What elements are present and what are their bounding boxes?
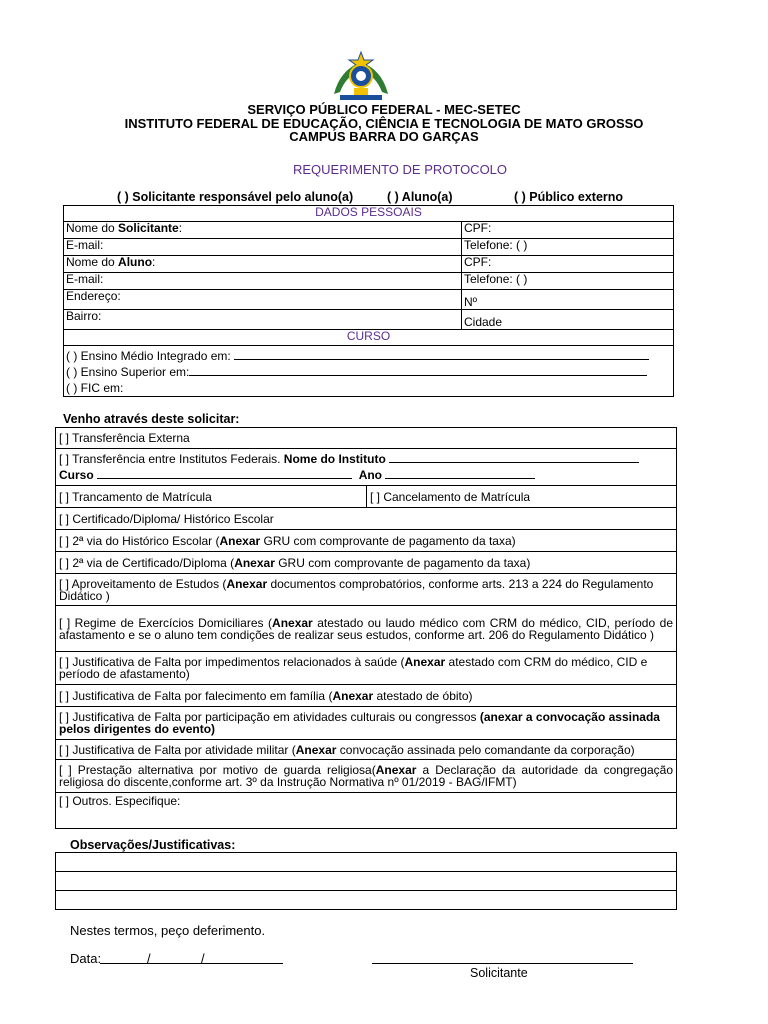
option-publico-externo[interactable]: ( ) Público externo xyxy=(514,190,624,204)
endereco-field[interactable]: Endereço: xyxy=(64,290,462,310)
request-intro: Venho através deste solicitar: xyxy=(63,412,240,426)
solicitante-label: Solicitante xyxy=(470,966,528,980)
curso-fic-row[interactable]: ( ) FIC em: xyxy=(66,381,124,395)
solicitante-name-field[interactable]: Nome do Solicitante: xyxy=(64,222,462,239)
coat-of-arms-emblem xyxy=(330,50,392,102)
request-table xyxy=(55,427,677,829)
option-regime-domiciliar[interactable]: [ ] Regime de Exercícios Domiciliares (Anexar atestado ou laudo médico com CRM do médico, CID, período de afastamento e se o aluno tem condições de realizar seus estudos, conforme art. 206 do Regulamento Didático ) xyxy=(56,606,677,652)
solicitante-cpf-field[interactable]: CPF: xyxy=(462,222,674,239)
data-line[interactable] xyxy=(100,963,283,964)
option-2via-historico[interactable]: [ ] 2ª via do Histórico Escolar (Anexar GRU com comprovante de pagamento da taxa) xyxy=(56,530,677,552)
solicitante-phone-field[interactable]: Telefone: ( ) xyxy=(462,239,674,256)
date-slash-1: / xyxy=(147,951,151,966)
header-line-3: CAMPUS BARRA DO GARÇAS xyxy=(289,129,479,144)
aluno-phone-field[interactable]: Telefone: ( ) xyxy=(462,273,674,290)
option-outros[interactable]: [ ] Outros. Especifique: xyxy=(56,793,677,829)
aluno-cpf-field[interactable]: CPF: xyxy=(462,256,674,273)
option-guarda-religiosa[interactable]: [ ] Prestação alternativa por motivo de guarda religiosa(Anexar a Declaração da autoridade da congregação religiosa do discente,conforme art. 3º da Instrução Normativa nº 01/2019 - BAG/IFMT) xyxy=(56,760,677,793)
option-aproveitamento[interactable]: [ ] Aproveitamento de Estudos (Anexar documentos comprobatórios, conforme arts. 213 a 224 do Regulamento Didático ) xyxy=(56,574,677,606)
numero-field[interactable]: Nº xyxy=(462,290,674,310)
curso-medio-row[interactable]: ( ) Ensino Médio Integrado em: xyxy=(66,348,671,364)
section-curso: CURSO xyxy=(64,330,674,346)
cidade-field[interactable]: Cidade xyxy=(462,310,674,330)
observacoes-table xyxy=(55,852,677,910)
bairro-field[interactable]: Bairro: xyxy=(64,310,462,330)
personal-data-table xyxy=(63,205,674,397)
option-aluno[interactable]: ( ) Aluno(a) xyxy=(387,190,453,204)
option-falta-saude[interactable]: [ ] Justificativa de Falta por impedimentos relacionados à saúde (Anexar atestado com CRM do médico, CID e período de afastamento) xyxy=(56,652,677,685)
termos-text: Nestes termos, peço deferimento. xyxy=(70,923,266,938)
form-title: REQUERIMENTO DE PROTOCOLO xyxy=(292,162,508,177)
observacoes-line-3[interactable] xyxy=(56,891,677,910)
option-falta-militar[interactable]: [ ] Justificativa de Falta por atividade militar (Anexar convocação assinada pelo comandante da corporação) xyxy=(56,740,677,760)
option-certificado[interactable]: [ ] Certificado/Diploma/ Histórico Escolar xyxy=(56,508,677,530)
option-2via-certificado[interactable]: [ ] 2ª via de Certificado/Diploma (Anexar GRU com comprovante de pagamento da taxa) xyxy=(56,552,677,574)
option-responsavel[interactable]: ( ) Solicitante responsável pelo aluno(a) xyxy=(117,190,354,204)
observacoes-line-2[interactable] xyxy=(56,872,677,891)
observacoes-line-1[interactable] xyxy=(56,853,677,872)
aluno-name-field[interactable]: Nome do Aluno: xyxy=(64,256,462,273)
curso-options xyxy=(64,346,674,397)
signature-line[interactable] xyxy=(372,963,633,964)
option-transferencia-externa[interactable]: [ ] Transferência Externa xyxy=(56,428,677,449)
observacoes-title: Observações/Justificativas: xyxy=(70,838,236,852)
option-falta-falecimento[interactable]: [ ] Justificativa de Falta por falecimento em família (Anexar atestado de óbito) xyxy=(56,685,677,707)
option-cancelamento[interactable]: [ ] Cancelamento de Matrícula xyxy=(367,486,677,508)
option-trancamento[interactable]: [ ] Trancamento de Matrícula xyxy=(56,486,367,508)
date-slash-2: / xyxy=(201,951,205,966)
header-line-2: INSTITUTO FEDERAL DE EDUCAÇÃO, CIÊNCIA E TECNOLOGIA DE MATO GROSSO xyxy=(124,116,644,131)
section-dados-pessoais: DADOS PESSOAIS xyxy=(64,206,674,222)
data-label: Data: xyxy=(70,951,102,966)
curso-superior-row[interactable]: ( ) Ensino Superior em: xyxy=(66,364,671,380)
header-line-1: SERVIÇO PÚBLICO FEDERAL - MEC-SETEC xyxy=(247,102,521,117)
option-falta-cultural[interactable]: [ ] Justificativa de Falta por participação em atividades culturais ou congressos (anexar a convocação assinada pelos dirigentes do evento) xyxy=(56,707,677,740)
aluno-email-field[interactable]: E-mail: xyxy=(64,273,462,290)
solicitante-email-field[interactable]: E-mail: xyxy=(64,239,462,256)
option-transferencia-federais[interactable]: [ ] Transferência entre Institutos Federais. Nome do Instituto Curso Ano xyxy=(56,449,677,486)
